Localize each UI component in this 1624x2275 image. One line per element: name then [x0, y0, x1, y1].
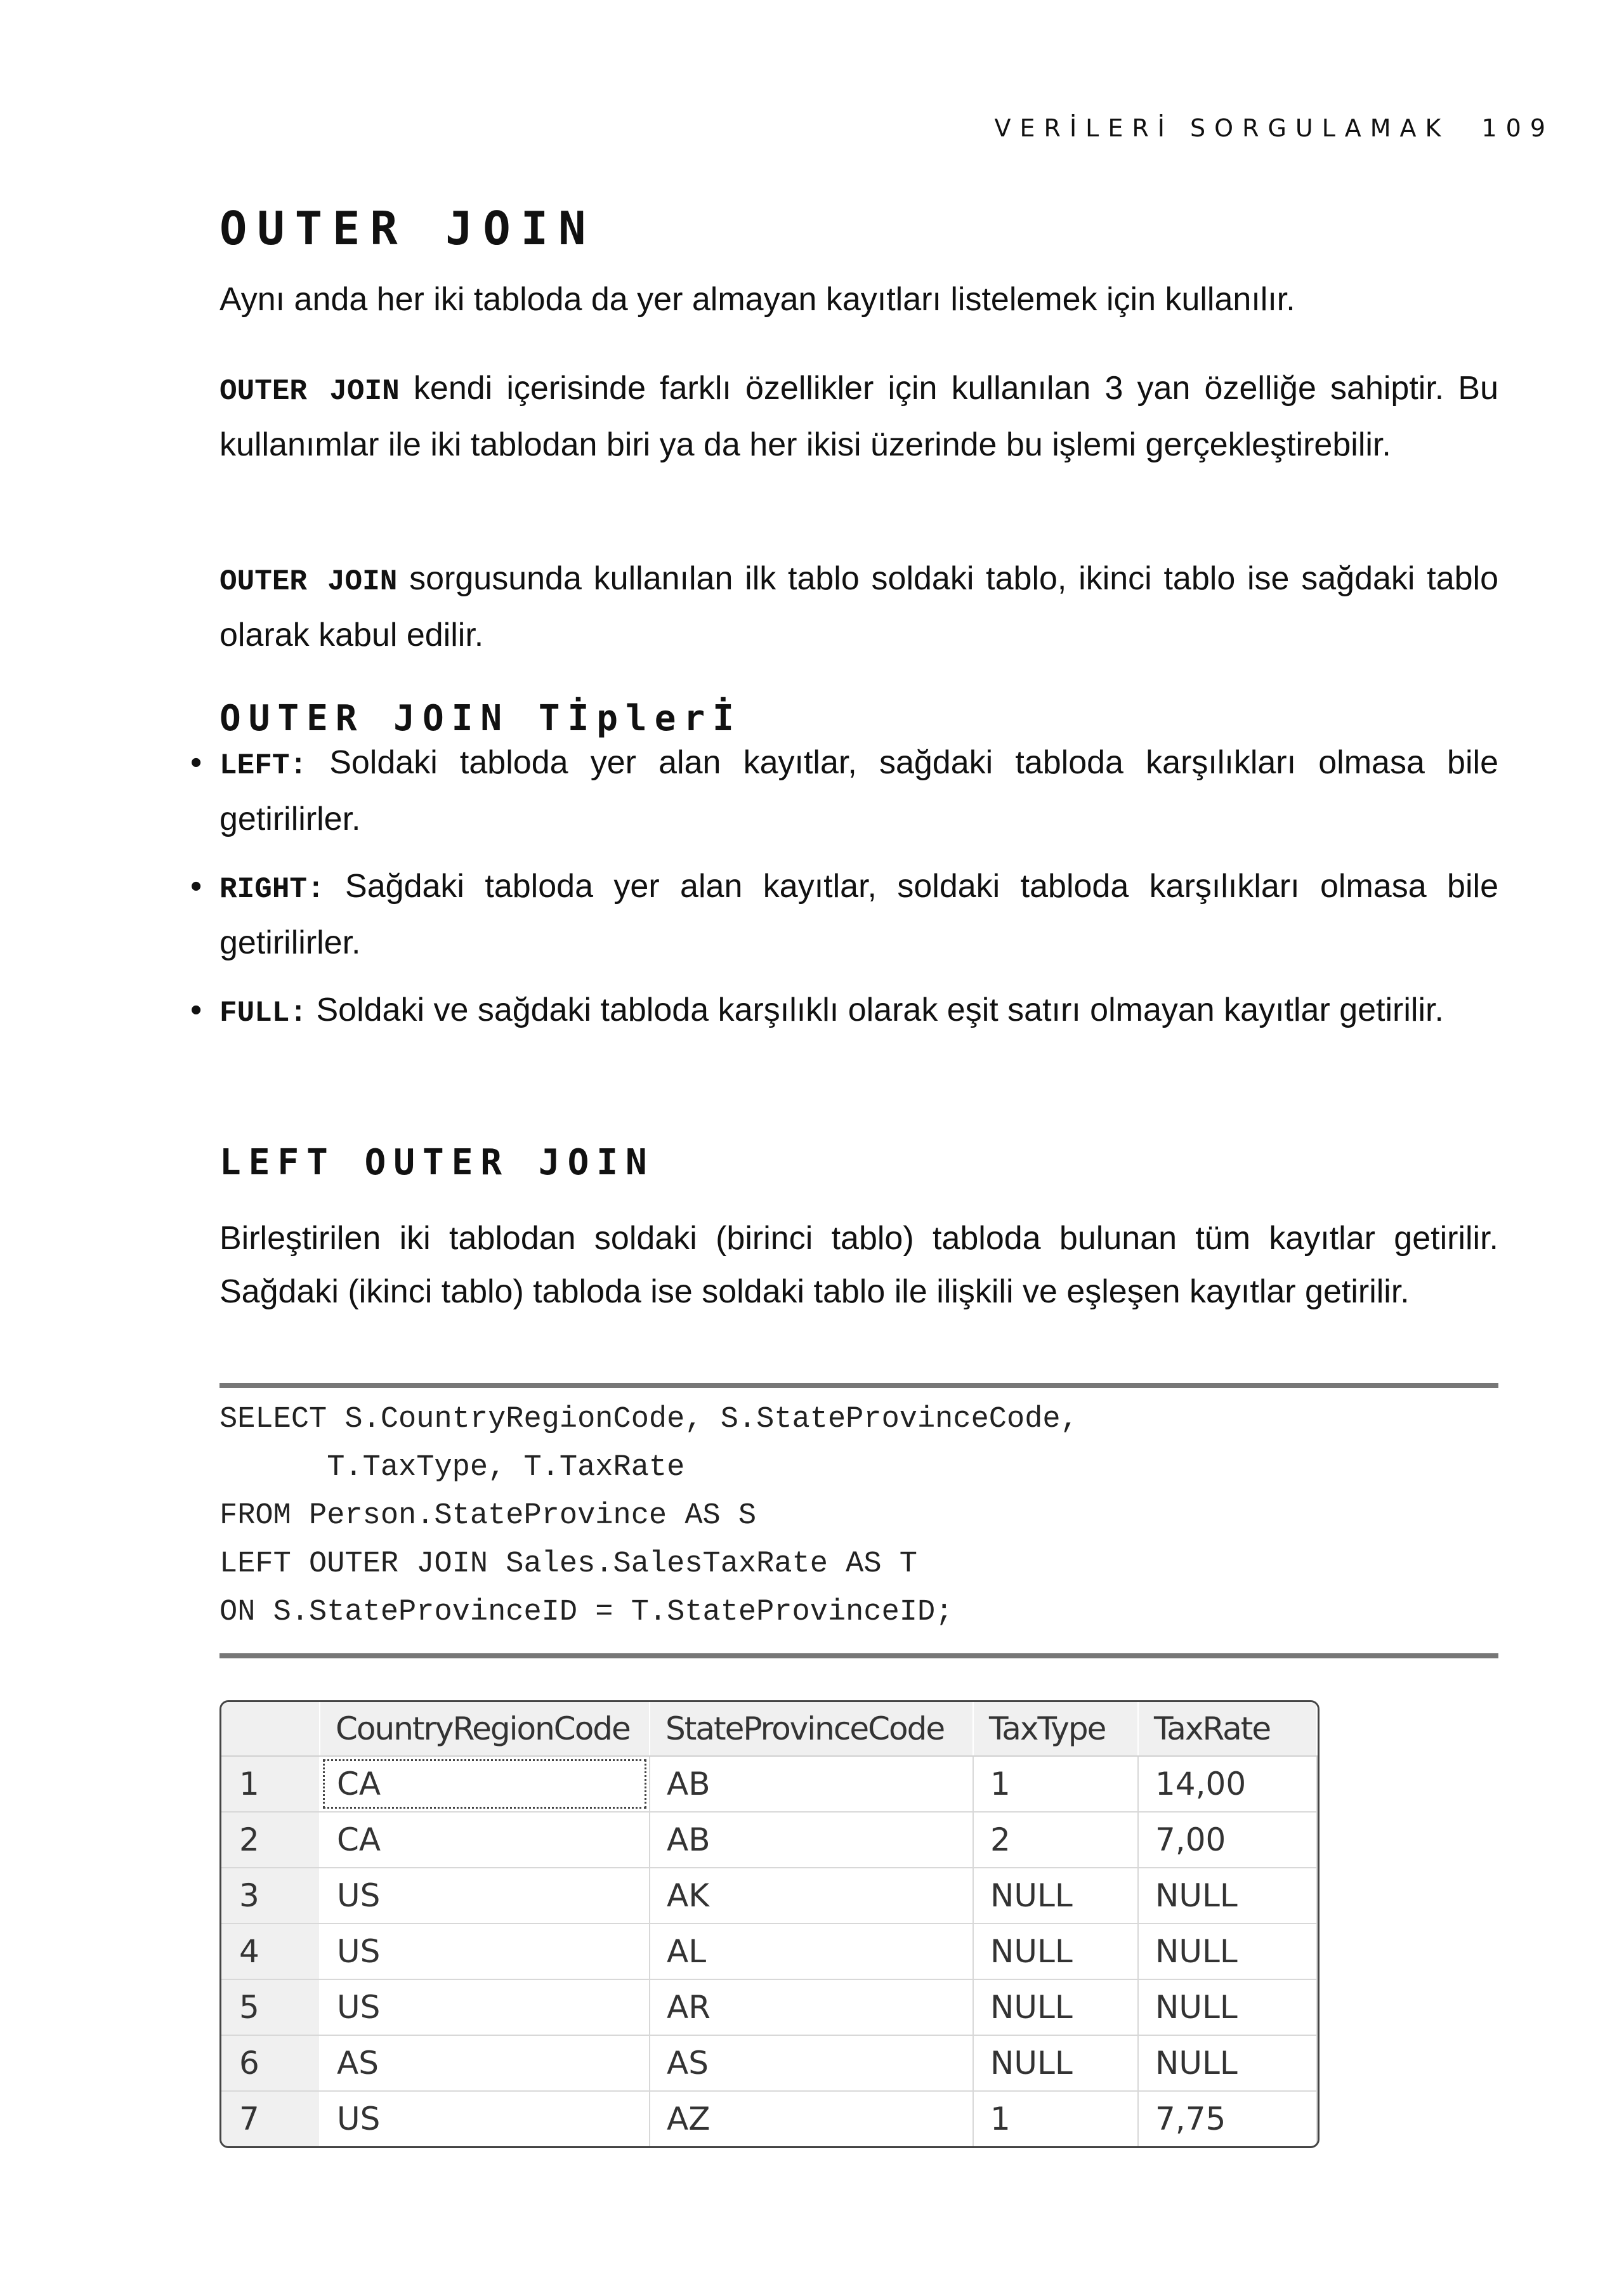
corner-cell [221, 1702, 320, 1756]
table-row[interactable] [221, 2035, 1317, 2091]
running-header [761, 114, 1554, 142]
paragraph-text: Aynı anda her iki tabloda da yer almayan kayıtları listelemek için kullanılır. [219, 281, 1295, 318]
section-title: OUTER JOIN [219, 202, 596, 255]
join-types-list [190, 736, 1498, 1054]
code-rule-bottom [219, 1653, 1498, 1658]
bullet-icon: • [190, 868, 202, 905]
column-header[interactable]: TaxType [973, 1702, 1138, 1756]
list-item [190, 860, 1498, 969]
row-number: 2 [221, 1812, 320, 1868]
row-number: 7 [221, 2091, 320, 2147]
inline-code: LEFT: [219, 749, 308, 782]
paragraph-text: kendi içerisinde farklı özellikler için kullanılan 3 yan özelliğe sahiptir. Bu kullanımlar ile iki tablodan biri ya da her ikisi üzerinde bu işlemi gerçekleştirebilir. [219, 370, 1498, 463]
table-cell[interactable]: AS [320, 2035, 650, 2091]
list-item [190, 983, 1498, 1040]
table-cell[interactable]: AL [650, 1924, 973, 1979]
table-cell[interactable]: NULL [973, 1868, 1138, 1924]
table-cell[interactable]: CA [320, 1812, 650, 1868]
table-cell[interactable]: 1 [973, 1756, 1138, 1812]
row-number: 6 [221, 2035, 320, 2091]
inline-code: OUTER JOIN [219, 375, 400, 408]
paragraph-text: Birleştirilen iki tablodan soldaki (birinci tablo) tabloda bulunan tüm kayıtlar getirilir. Sağdaki (ikinci tablo) tabloda ise soldaki tablo ile ilişkili ve eşleşen kayıtlar getirilir. [219, 1220, 1498, 1310]
table-row[interactable] [221, 2091, 1317, 2147]
row-number: 1 [221, 1756, 320, 1812]
table-cell[interactable]: 14,00 [1138, 1756, 1317, 1812]
table-cell[interactable]: US [320, 1924, 650, 1979]
table-cell[interactable]: AR [650, 1979, 973, 2035]
paragraph-features [219, 362, 1498, 471]
table-cell[interactable]: NULL [1138, 1924, 1317, 1979]
header-row [221, 1702, 1317, 1756]
list-item-text: Sağdaki tabloda yer alan kayıtlar, soldaki tabloda karşılıkları olmasa bile getirilirler. [219, 868, 1498, 961]
list-item-text: Soldaki ve sağdaki tabloda karşılıklı olarak eşit satırı olmayan kayıtlar getirilir. [307, 992, 1444, 1028]
table-cell[interactable]: CA [320, 1756, 650, 1812]
table-cell[interactable]: AZ [650, 2091, 973, 2147]
table-cell[interactable]: AB [650, 1812, 973, 1868]
page-number: 109 [1481, 114, 1554, 142]
subsection-title-left-outer-join: LEFT OUTER JOIN [219, 1142, 655, 1183]
list-item [190, 736, 1498, 846]
table-cell[interactable]: AS [650, 2035, 973, 2091]
column-header[interactable]: StateProvinceCode [650, 1702, 973, 1756]
table-row[interactable] [221, 1812, 1317, 1868]
bullet-icon: • [190, 992, 202, 1028]
table-row[interactable] [221, 1868, 1317, 1924]
table-cell[interactable]: NULL [1138, 1868, 1317, 1924]
table-row[interactable] [221, 1979, 1317, 2035]
paragraph-left-right [219, 552, 1498, 662]
table-cell[interactable]: NULL [1138, 2035, 1317, 2091]
table-cell[interactable]: 2 [973, 1812, 1138, 1868]
inline-code: RIGHT: [219, 873, 325, 906]
table-cell[interactable]: US [320, 1979, 650, 2035]
code-line: FROM Person.StateProvince AS S [219, 1499, 757, 1533]
inline-code: FULL: [219, 997, 308, 1030]
code-line: LEFT OUTER JOIN Sales.SalesTaxRate AS T [219, 1547, 917, 1581]
table-cell[interactable]: AB [650, 1756, 973, 1812]
code-line: ON S.StateProvinceID = T.StateProvinceID; [219, 1596, 953, 1629]
code-rule-top [219, 1383, 1498, 1388]
table-cell[interactable]: 7,00 [1138, 1812, 1317, 1868]
row-number: 3 [221, 1868, 320, 1924]
results-table [221, 1702, 1318, 2147]
column-header[interactable]: TaxRate [1138, 1702, 1317, 1756]
table-cell[interactable]: AK [650, 1868, 973, 1924]
table-cell[interactable]: NULL [973, 2035, 1138, 2091]
table-cell[interactable]: NULL [973, 1979, 1138, 2035]
table-cell[interactable]: 1 [973, 2091, 1138, 2147]
code-line: T.TaxType, T.TaxRate [219, 1451, 685, 1485]
list-item-text: Soldaki tabloda yer alan kayıtlar, sağdaki tabloda karşılıkları olmasa bile getirilirler. [219, 744, 1498, 837]
sql-code-block [219, 1396, 1498, 1637]
column-header[interactable]: CountryRegionCode [320, 1702, 650, 1756]
row-number: 4 [221, 1924, 320, 1979]
code-line: SELECT S.CountryRegionCode, S.StateProvinceCode, [219, 1403, 1078, 1436]
table-cell[interactable]: US [320, 2091, 650, 2147]
table-cell[interactable]: 7,75 [1138, 2091, 1317, 2147]
chapter-title: VERİLERİ SORGULAMAK [994, 114, 1450, 142]
results-grid [219, 1700, 1320, 2148]
inline-code: OUTER JOIN [219, 565, 398, 598]
paragraph-intro [219, 273, 1498, 326]
subsection-title-types: OUTER JOIN Tİplerİ [219, 698, 742, 739]
paragraph-left-outer-join [219, 1212, 1498, 1318]
table-row[interactable] [221, 1924, 1317, 1979]
table-cell[interactable]: US [320, 1868, 650, 1924]
table-cell[interactable]: NULL [973, 1924, 1138, 1979]
bullet-icon: • [190, 744, 202, 781]
table-cell[interactable]: NULL [1138, 1979, 1317, 2035]
row-number: 5 [221, 1979, 320, 2035]
paragraph-text: sorgusunda kullanılan ilk tablo soldaki tablo, ikinci tablo ise sağdaki tablo olarak kabul edilir. [219, 560, 1499, 653]
table-row[interactable] [221, 1756, 1317, 1812]
